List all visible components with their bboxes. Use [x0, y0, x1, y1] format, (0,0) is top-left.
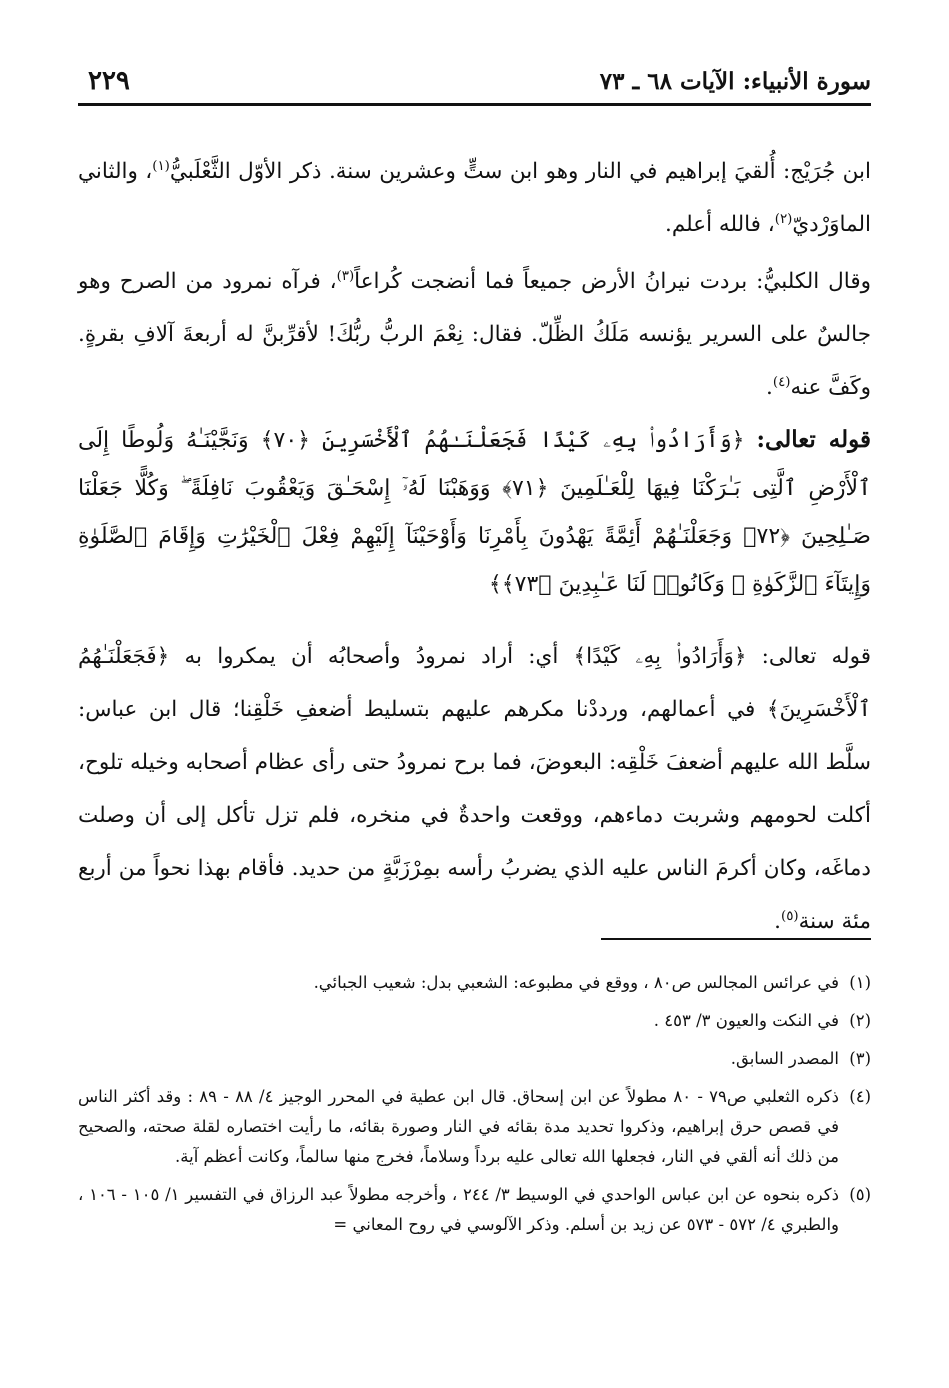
- paragraph-text: ابن جُرَيْج: أُلقيَ إبراهيم في النار وهو ابن ستٍّ وعشرين سنة. ذكر الأوّل الثَّعْلَبيُّ: [169, 159, 872, 184]
- paragraph-ibn-jurayj: [78, 145, 871, 251]
- footnote-separator: [601, 938, 871, 940]
- footnote-ref: (٣): [336, 268, 355, 284]
- paragraph-text: وقال الكلبيُّ: بردت نيرانُ الأرض جميعاً فما أنضجت كُراعاً: [354, 269, 871, 294]
- footnote-text: ذكره بنحوه عن ابن عباس الواحدي في الوسيط ٣/ ٢٤٤ ، وأخرجه مطولاً عبد الرزاق في التفسير ١/ ١٠٥ - ١٠٦ ، والطبري ٤/ ٥٧٢ - ٥٧٣ عن زيد بن أسلم. وذكر الآلوسي في روح المعاني =: [78, 1185, 839, 1234]
- footnote-item: [78, 968, 871, 998]
- footnote-item: [78, 1006, 871, 1036]
- verse-text: ﴿وَأَرَادُوا۟ بِهِۦ كَيْدًا فَجَعَلْنَـٰهُمُ ٱلْأَخْسَرِينَ ﴿٧٠﴾ وَنَجَّيْنَـٰهُ وَلُوطًا إِلَى ٱلْأَرْضِ ٱلَّتِى بَـٰرَكْنَا فِيهَا لِلْعَـٰلَمِينَ ﴿٧١﴾ وَوَهَبْنَا لَهُۥٓ إِسْحَـٰقَ وَيَعْقُوبَ نَافِلَةً ۖ وَكُلًّا جَعَلْنَا صَـٰلِحِينَ ﴿٧٢﴾ وَجَعَلْنَـٰهُمْ أَئِمَّةً يَهْدُونَ بِأَمْرِنَا وَأَوْحَيْنَآ إِلَيْهِمْ فِعْلَ ٱلْخَيْرَٰتِ وَإِقَامَ ٱلصَّلَوٰةِ وَإِيتَآءَ ٱلزَّكَوٰةِ ۖ وَكَانُوا۟ لَنَا عَـٰبِدِينَ ﴿٧٣﴾﴾: [78, 428, 871, 597]
- page-header: [88, 62, 871, 102]
- footnote-ref: (٤): [772, 374, 791, 390]
- footnote-number: (٣): [849, 1049, 871, 1068]
- paragraph-text: ، فرآه نمرود من الصرح وهو جالسٌ على السرير يؤنسه مَلَكُ الظِّلّ. فقال: نِعْمَ الربُّ ربُّكَ! لأقرِّبنَّ له أربعةَ آلافِ بقرةٍ. وكَفَّ عنه: [78, 269, 871, 400]
- footnote-item: [78, 1044, 871, 1074]
- footnote-text: في النكت والعيون ٣/ ٤٥٣ .: [653, 1011, 839, 1030]
- footnote-ref: (١): [152, 158, 170, 174]
- footnote-text: في عرائس المجالس ص٨٠ ، ووقع في مطبوعه: الشعبي بدل: شعيب الجبائي.: [313, 973, 839, 992]
- footnote-text: المصدر السابق.: [730, 1049, 839, 1068]
- paragraph-kalbi: [78, 255, 871, 414]
- running-title: سورة الأنبياء: الآيات ٦٨ ـ ٧٣: [599, 68, 871, 95]
- footnote-item: [78, 1082, 871, 1172]
- footnote-number: (١): [849, 973, 871, 992]
- footnote-number: (٢): [849, 1011, 871, 1030]
- footnote-ref: (٢): [774, 211, 793, 227]
- footnote-number: (٤): [849, 1087, 871, 1106]
- paragraph-text: ، والثاني الماوَرْديّ: [78, 159, 871, 237]
- paragraph-commentary: [78, 630, 871, 948]
- page-number: ٢٢٩: [88, 66, 130, 96]
- paragraph-text: ، فالله أعلم.: [665, 212, 775, 237]
- footnote-ref: (٥): [781, 908, 799, 924]
- verse-lead: قوله تعالى:: [756, 426, 871, 453]
- footnote-text: ذكره الثعلبي ص٧٩ - ٨٠ مطولاً عن ابن إسحاق. قال ابن عطية في المحرر الوجيز ٤/ ٨٨ - ٨٩ : وقد أكثر الناس في قصص حرق إبراهيم، وذكروا تحديد مدة بقائه في النار وصورة بقائه، ما رأيت اختصاره لقلة صحته، والصحيح من ذلك أنه ألقي في النار، فجعلها الله تعالى عليه برداً وسلاماً، فخرج منها سالماً، وكانت أعظم آية.: [78, 1087, 839, 1166]
- paragraph-text: قوله تعالى: ﴿وَأَرَادُوا۟ بِهِۦ كَيْدًا﴾ أي: أراد نمرودُ وأصحابُه أن يمكروا به ﴿فَجَعَلْنَـٰهُمُ ٱلْأَخْسَرِينَ﴾ في أعمالهم، ورددْنا مكرهم عليهم بتسليط أضعفِ خَلْقِنا؛ قال ابن عباس: سلَّط الله عليهم أضعفَ خَلْقِه: البعوضَ، فما برح نمرودُ حتى رأى عظام أصحابه وخيله تلوح، أكلت لحومهم وشربت دماءهم، ووقعت واحدةٌ في منخره، فلم تزل تأكل إلى أن وصلت دماغَه، وكان أكرمَ الناس عليه الذي يضربُ رأسه بمِرْزَبَّةٍ من حديد. فأقام بهذا نحواً من أربع مئة سنة: [78, 644, 871, 934]
- footnote-item: [78, 1180, 871, 1240]
- quran-verse-block: [78, 416, 871, 609]
- header-rule: [78, 103, 871, 106]
- footnote-number: (٥): [849, 1185, 871, 1204]
- paragraph-text: .: [766, 375, 773, 400]
- paragraph-text: .: [774, 909, 782, 934]
- footnotes: [78, 968, 871, 1248]
